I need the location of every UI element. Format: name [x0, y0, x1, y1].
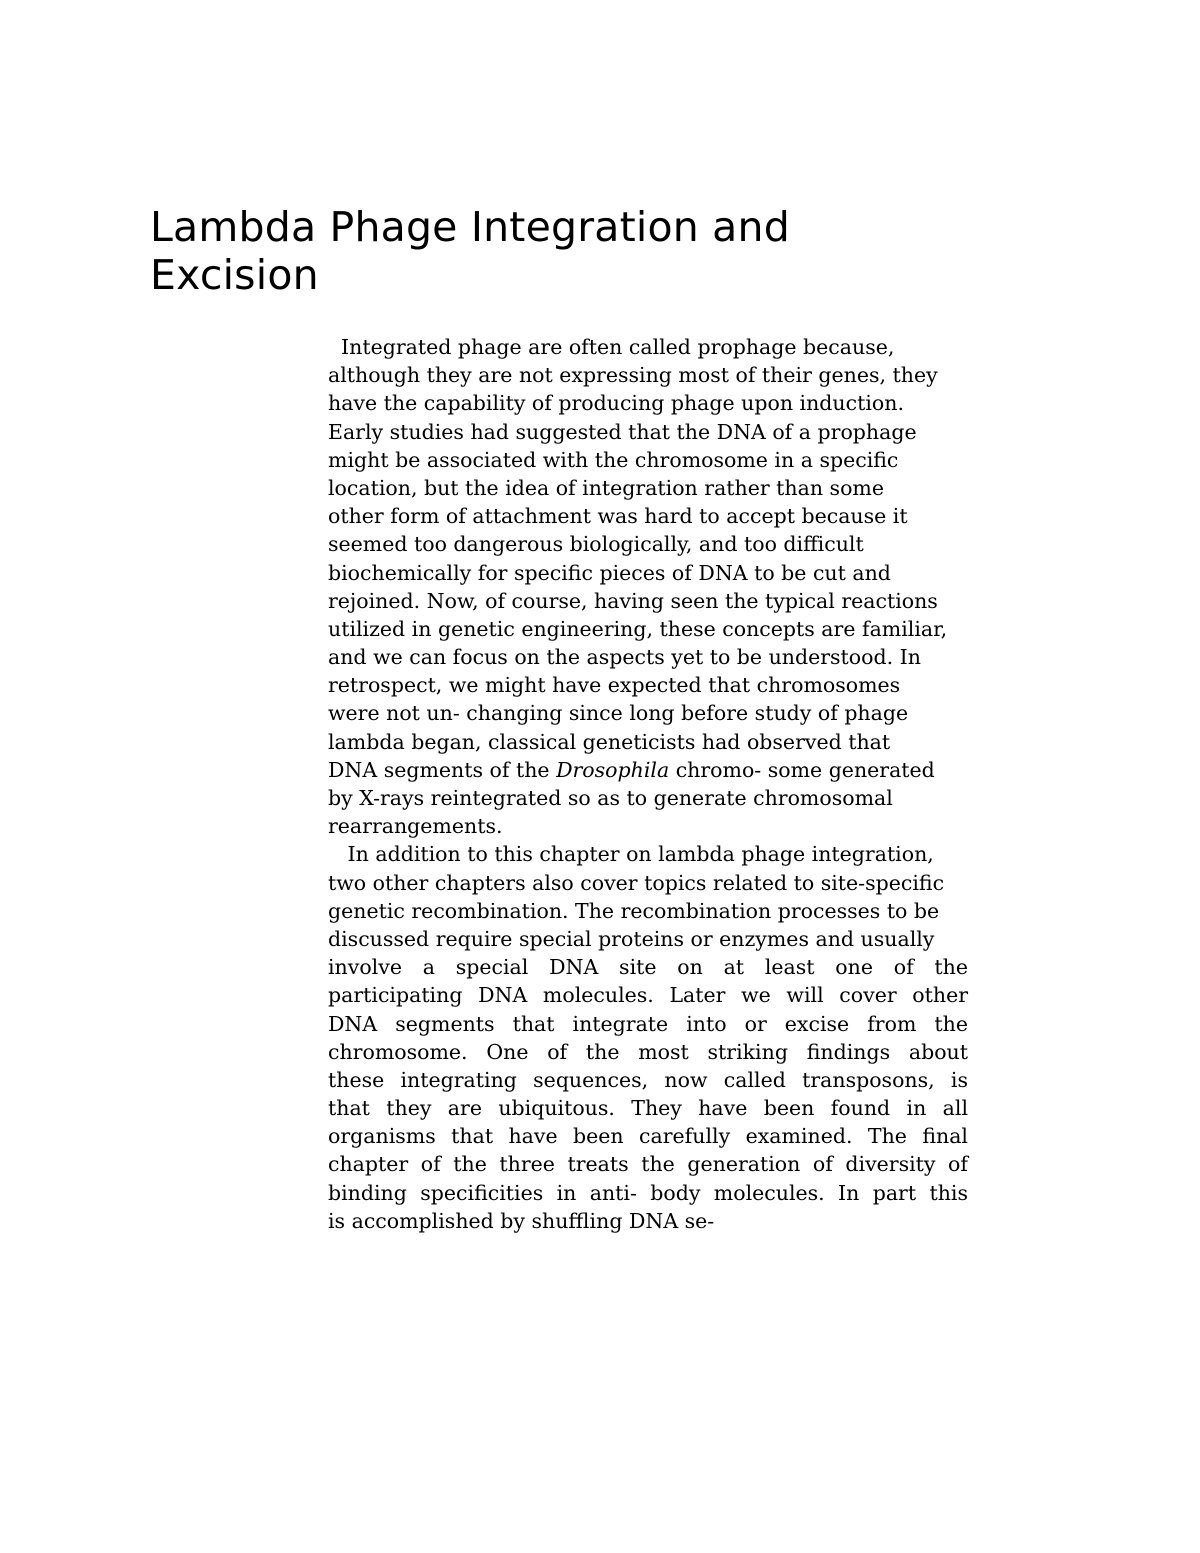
- text-line: binding specificities in anti- body molecules. In part this: [328, 1180, 968, 1205]
- text-line: Integrated phage are often called prophage because,: [328, 335, 895, 359]
- italic-species-name: Drosophila: [556, 757, 670, 782]
- line-start: DNA segments of the: [328, 757, 557, 782]
- paragraph-prophage: [328, 333, 968, 840]
- text-line: rearrangements.: [328, 814, 503, 839]
- text-line: utilized in genetic engineering, these concepts are familiar,: [328, 616, 948, 641]
- text-line: chapter of the three treats the generation of diversity of: [328, 1152, 968, 1177]
- text-line: two other chapters also cover topics related to site-specific: [328, 870, 945, 895]
- text-line-with-italic: [328, 756, 968, 784]
- body-text: [328, 333, 968, 1235]
- text-line: by X-rays reintegrated so as to generate chromosomal: [328, 786, 893, 810]
- text-line: biochemically for specific pieces of DNA to be cut and: [328, 560, 891, 585]
- text-line: Early studies had suggested that the DNA of a prophage: [328, 419, 917, 444]
- text-line: and we can focus on the aspects yet to be understood. In: [328, 645, 921, 670]
- text-line: location, but the idea of integration rather than some: [328, 475, 884, 500]
- text-line: have the capability of producing phage upon induction.: [328, 391, 904, 416]
- text-line: is accomplished by shuffling DNA se-: [328, 1208, 715, 1233]
- text-line: retrospect, we might have expected that chromosomes: [328, 673, 901, 698]
- text-line: other form of attachment was hard to accept because it: [328, 504, 908, 529]
- text-line: that they are ubiquitous. They have been found in all: [328, 1096, 968, 1121]
- text-line: were not un- changing since long before study of phage: [328, 701, 909, 726]
- text-line: lambda began, classical geneticists had observed that: [328, 729, 891, 754]
- text-line: involve a special DNA site on at least one of the: [328, 955, 968, 980]
- paragraph-site-specific-recombination: [328, 840, 968, 1235]
- page-title: Lambda Phage Integration and Excision: [150, 203, 790, 299]
- text-line: although they are not expressing most of their genes, they: [328, 363, 938, 388]
- text-line: rejoined. Now, of course, having seen the typical reactions: [328, 588, 938, 613]
- text-line: genetic recombination. The recombination processes to be: [328, 898, 940, 923]
- text-line: organisms that have been carefully examined. The final: [328, 1124, 968, 1149]
- text-line: might be associated with the chromosome in a specific: [328, 447, 899, 472]
- text-line: participating DNA molecules. Later we will cover other: [328, 983, 968, 1008]
- text-line: In addition to this chapter on lambda phage integration,: [328, 842, 934, 867]
- text-line: discussed require special proteins or enzymes and usually: [328, 926, 935, 951]
- text-line: seemed too dangerous biologically, and too difficult: [328, 532, 864, 557]
- text-line: these integrating sequences, now called transposons, is: [328, 1067, 968, 1092]
- line-end: chromo- some generated: [669, 757, 935, 782]
- text-line: DNA segments that integrate into or excise from the: [328, 1011, 968, 1036]
- text-line: chromosome. One of the most striking findings about: [328, 1039, 968, 1064]
